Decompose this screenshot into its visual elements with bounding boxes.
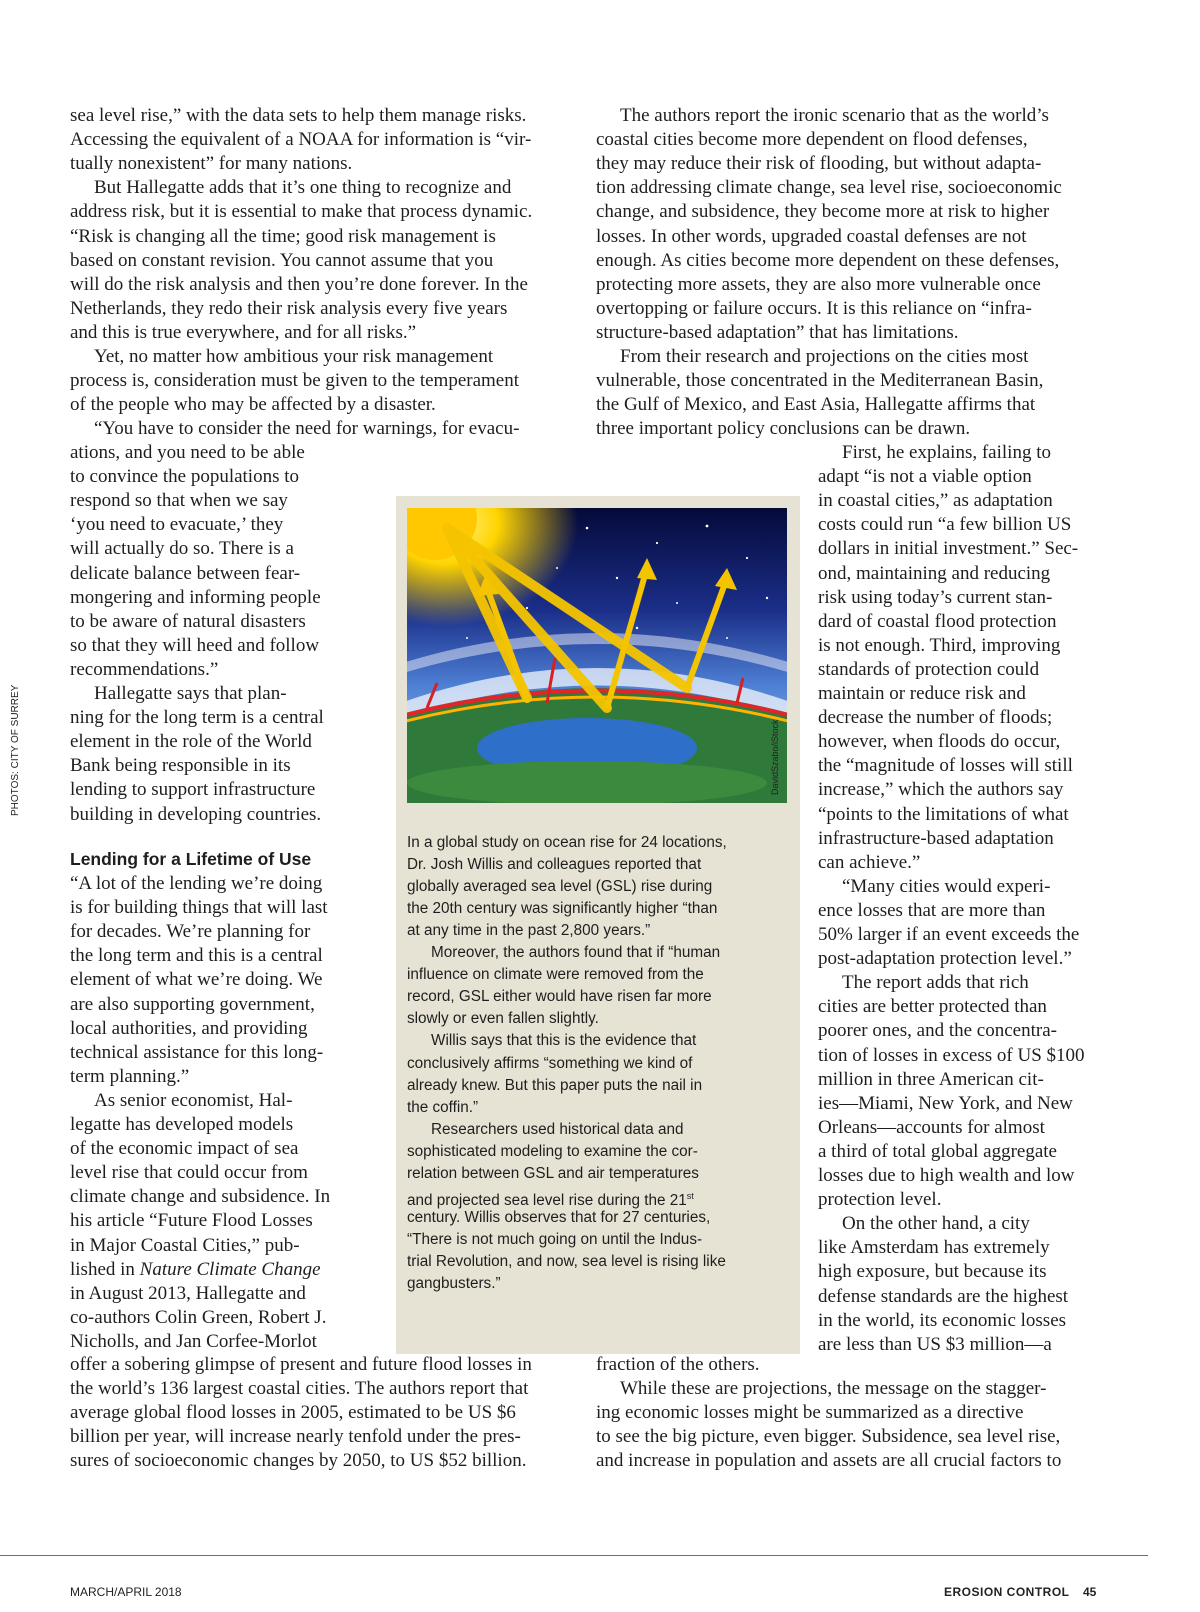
text-line: sures of socioeconomic changes by 2050, to US $52 billion. — [70, 1450, 527, 1472]
footer-rule — [0, 1555, 1148, 1556]
text-line: infrastructure-based adaptation — [818, 827, 1054, 849]
text-line: tually nonexistent” for many nations. — [70, 153, 353, 175]
text-line: ations, and you need to be able — [70, 442, 305, 463]
text-line: ning for the long term is a central — [70, 707, 324, 729]
text-line: costs could run “a few billion US — [818, 514, 1072, 536]
text-line: fraction of the others. — [596, 1354, 760, 1375]
text-line: adapt “is not a viable option — [818, 466, 1032, 488]
caption-line: globally averaged sea level (GSL) rise during — [407, 878, 713, 896]
text-line: element of what we’re doing. We — [70, 969, 323, 991]
text-line: dollars in initial investment.” Sec- — [818, 538, 1079, 560]
text-line: post-adaptation protection level.” — [818, 948, 1072, 970]
text-line: From their research and projections on the cities most — [620, 346, 1029, 367]
caption-line: gangbusters.” — [407, 1275, 501, 1292]
text-line: delicate balance between fear- — [70, 562, 301, 584]
caption-line: century. Willis observes that for 27 centuries, — [407, 1208, 711, 1226]
text-line: the world’s 136 largest coastal cities. The authors report that — [70, 1378, 529, 1400]
text-line: is for building things that will last — [70, 897, 328, 919]
text-line: tion of losses in excess of US $100 — [818, 1044, 1085, 1066]
caption-line: conclusively affirms “something we kind of — [407, 1054, 693, 1072]
text-line: in Major Coastal Cities,” pub- — [70, 1234, 300, 1256]
text-line: protection level. — [818, 1189, 942, 1211]
text-line: ‘you need to evacuate,’ they — [70, 514, 284, 536]
caption-line: relation between GSL and air temperatures — [407, 1164, 699, 1182]
text-line: defense standards are the highest — [818, 1285, 1069, 1307]
caption-line: already knew. But this paper puts the nail in — [407, 1076, 703, 1094]
text-line: While these are projections, the message on the stagger- — [620, 1378, 1047, 1400]
text-line: are also supporting government, — [70, 993, 315, 1015]
text-line: ence losses that are more than — [818, 899, 1046, 921]
section-heading: Lending for a Lifetime of Use — [70, 849, 312, 869]
text-line: “A lot of the lending we’re doing — [70, 873, 323, 894]
text-line: 50% larger if an event exceeds the — [818, 924, 1080, 945]
caption-line: Willis says that this is the evidence that — [431, 1032, 697, 1050]
text-line: technical assistance for this long- — [70, 1041, 324, 1063]
text-line: element in the role of the World — [70, 731, 312, 753]
text-line: Hallegatte says that plan- — [94, 683, 287, 704]
text-line: building in developing countries. — [70, 803, 322, 825]
text-line: is not enough. Third, improving — [818, 634, 1061, 656]
text-line: billion per year, will increase nearly tenfold under the pres- — [70, 1426, 521, 1448]
caption-superscript: st — [686, 1190, 694, 1201]
text-line: the long term and this is a central — [70, 945, 323, 967]
text-line: ies—Miami, New York, and New — [818, 1092, 1073, 1114]
text-line: dard of coastal flood protection — [818, 610, 1057, 632]
text-line: in the world, its economic losses — [818, 1309, 1067, 1331]
text-line: protecting more assets, they are also more vulnerable once — [596, 273, 1041, 295]
text-line: to convince the populations to — [70, 466, 300, 488]
text-line: for decades. We’re planning for — [70, 921, 311, 943]
text-line: mongering and informing people — [70, 586, 321, 608]
text-line: “Risk is changing all the time; good risk management is — [70, 225, 496, 247]
text-line: The report adds that rich — [842, 972, 1029, 994]
text-line: legatte has developed models — [70, 1114, 294, 1135]
text-line: tion addressing climate change, sea level rise, socioeconomic — [596, 177, 1062, 199]
text-line: Accessing the equivalent of a NOAA for information is “vir- — [70, 129, 532, 151]
text-line: they may reduce their risk of flooding, but without adapta- — [596, 153, 1042, 175]
text-line: and this is true everywhere, and for all risks.” — [70, 321, 417, 343]
caption-line: the 20th century was significantly higher “than — [407, 900, 718, 918]
text-line: decrease the number of floods; — [818, 707, 1053, 729]
text-line: climate change and subsidence. In — [70, 1186, 331, 1208]
text-line: First, he explains, failing to — [842, 442, 1051, 463]
caption-line: influence on climate were removed from the — [407, 966, 704, 984]
text-line: co-authors Colin Green, Robert J. — [70, 1306, 327, 1328]
text-line: will do the risk analysis and then you’re done forever. In the — [70, 273, 528, 295]
text-line: high exposure, but because its — [818, 1261, 1047, 1283]
text-line: overtopping or failure occurs. It is this reliance on “infra- — [596, 297, 1032, 319]
text-line: risk using today’s current stan- — [818, 586, 1053, 608]
caption-line: “There is not much going on until the Indus- — [407, 1230, 703, 1248]
text-line: based on constant revision. You cannot assume that you — [70, 249, 494, 271]
caption-line: Moreover, the authors found that if “human — [431, 944, 721, 962]
text-line: are less than US $3 million—a — [818, 1333, 1052, 1355]
text-line: On the other hand, a city — [842, 1213, 1030, 1235]
text-line: average global flood losses in 2005, estimated to be US $6 — [70, 1402, 516, 1424]
text-line: The authors report the ironic scenario that as the world’s — [620, 105, 1049, 126]
text-line: Netherlands, they redo their risk analysis every five years — [70, 297, 508, 319]
text-line: a third of total global aggregate — [818, 1140, 1057, 1162]
text-line: level rise that could occur from — [70, 1162, 308, 1184]
caption-line: trial Revolution, and now, sea level is rising like — [407, 1252, 726, 1270]
text-line: term planning.” — [70, 1065, 190, 1087]
text-line: coastal cities become more dependent on flood defenses, — [596, 129, 1028, 151]
text-line: “points to the limitations of what — [818, 803, 1069, 825]
text-line: Bank being responsible in its — [70, 755, 291, 777]
text-line: lending to support infrastructure — [70, 779, 316, 801]
text-line: like Amsterdam has extremely — [818, 1237, 1050, 1259]
caption-line: Researchers used historical data and — [431, 1120, 684, 1138]
text-line: maintain or reduce risk and — [818, 683, 1026, 704]
text-line: But Hallegatte adds that it’s one thing to recognize and — [94, 177, 512, 199]
footer-page-number: 45 — [1083, 1585, 1097, 1599]
text-line: change, and subsidence, they become more at risk to higher — [596, 201, 1050, 223]
text-line: cities are better protected than — [818, 996, 1047, 1018]
text-line: “Many cities would experi- — [842, 875, 1051, 897]
text-line: his article “Future Flood Losses — [70, 1210, 313, 1232]
text-line: increase,” which the authors say — [818, 779, 1064, 801]
text-line: so that they will heed and follow — [70, 634, 320, 656]
text-line: “You have to consider the need for warnings, for evacu- — [94, 418, 520, 440]
text-line: in August 2013, Hallegatte and — [70, 1282, 306, 1304]
text-line: As senior economist, Hal- — [94, 1089, 293, 1111]
text-line: Yet, no matter how ambitious your risk management — [94, 346, 494, 367]
text-line: standards of protection could — [818, 658, 1040, 680]
caption-line: at any time in the past 2,800 years.” — [407, 922, 651, 940]
caption-line: sophisticated modeling to examine the cor- — [407, 1142, 698, 1160]
text-line: lished in Nature Climate Change — [70, 1258, 321, 1280]
text-line: Orleans—accounts for almost — [818, 1116, 1045, 1138]
text-line: vulnerable, those concentrated in the Mediterranean Basin, — [596, 370, 1044, 392]
journal-name: Nature Climate Change — [139, 1258, 321, 1280]
text-line: of the economic impact of sea — [70, 1138, 299, 1160]
text-line: million in three American cit- — [818, 1068, 1044, 1090]
text-line: structure-based adaptation” that has limitations. — [596, 321, 959, 343]
footer-date: MARCH/APRIL 2018 — [70, 1585, 182, 1599]
caption-line: In a global study on ocean rise for 24 locations, — [407, 834, 727, 851]
caption-line: Dr. Josh Willis and colleagues reported that — [407, 856, 702, 874]
caption-line: record, GSL either would have risen far more — [407, 988, 712, 1006]
text-line: ond, maintaining and reducing — [818, 562, 1051, 584]
text-line: address risk, but it is essential to make that process dynamic. — [70, 201, 533, 223]
text-line: poorer ones, and the concentra- — [818, 1020, 1057, 1042]
text-line: can achieve.” — [818, 851, 921, 873]
greenhouse-illustration — [407, 508, 787, 803]
text-line: however, when floods do occur, — [818, 731, 1061, 753]
text-line: losses. In other words, upgraded coastal defenses are not — [596, 225, 1027, 247]
text-line: to see the big picture, even bigger. Subsidence, sea level rise, — [596, 1426, 1061, 1448]
text-line: and increase in population and assets are all crucial factors to — [596, 1450, 1062, 1472]
photo-credit: PHOTOS: CITY OF SURREY — [10, 684, 21, 816]
caption-line: slowly or even fallen slightly. — [407, 1010, 599, 1028]
text-line: will actually do so. There is a — [70, 538, 294, 560]
text-line: of the people who may be affected by a disaster. — [70, 394, 436, 416]
caption-line: the coffin.” — [407, 1098, 479, 1116]
text-line: the Gulf of Mexico, and East Asia, Hallegatte affirms that — [596, 394, 1036, 416]
text-line: sea level rise,” with the data sets to help them manage risks. — [70, 105, 527, 126]
text-line: respond so that when we say — [70, 490, 288, 512]
text-line: losses due to high wealth and low — [818, 1165, 1075, 1186]
text-line: enough. As cities become more dependent on these defenses, — [596, 249, 1060, 271]
text-line: the “magnitude of losses will still — [818, 755, 1073, 777]
text-line: local authorities, and providing — [70, 1017, 308, 1039]
text-line: Nicholls, and Jan Corfee-Morlot — [70, 1330, 317, 1352]
text-line: to be aware of natural disasters — [70, 610, 306, 632]
text-line: three important policy conclusions can be drawn. — [596, 418, 971, 440]
caption-line: and projected sea level rise during the 21st — [407, 1190, 694, 1209]
text-line: recommendations.” — [70, 658, 219, 680]
image-credit: DavidSzabo/iStock — [770, 719, 780, 795]
text-line: process is, consideration must be given to the temperament — [70, 370, 520, 392]
text-line: offer a sobering glimpse of present and future flood losses in — [70, 1354, 532, 1375]
text-line: ing economic losses might be summarized as a directive — [596, 1402, 1024, 1424]
text-line: in coastal cities,” as adaptation — [818, 490, 1053, 512]
footer-magazine: EROSION CONTROL — [944, 1585, 1070, 1599]
